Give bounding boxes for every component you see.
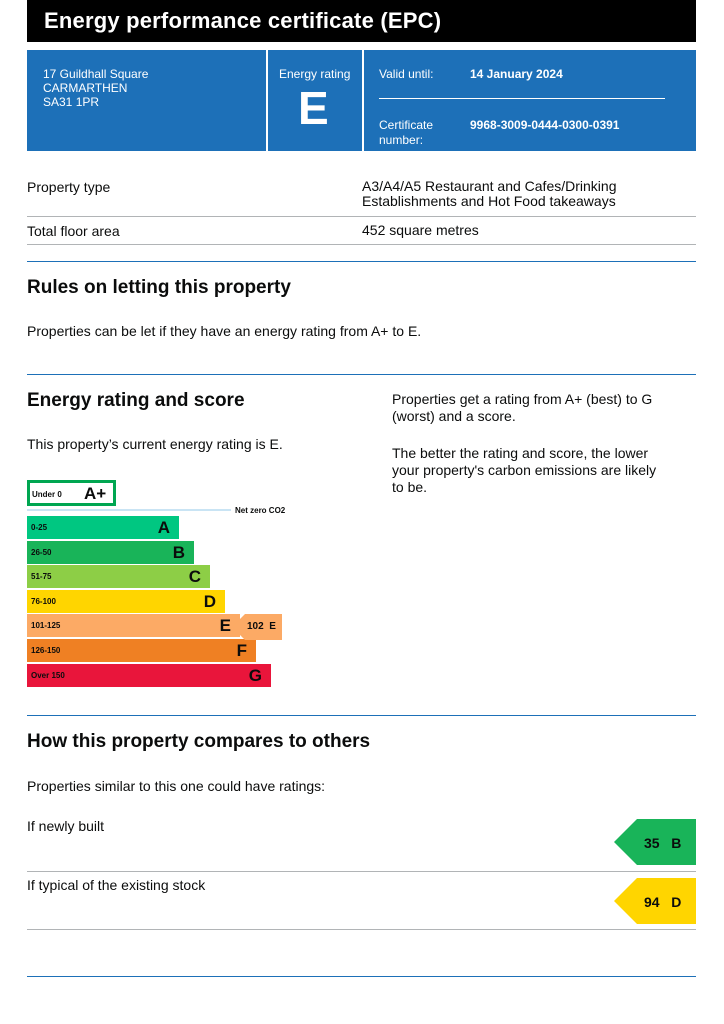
current-letter: E <box>269 621 276 632</box>
section-rule <box>27 261 696 262</box>
band-range: 76-100 <box>31 596 56 606</box>
floor-area-value: 452 square metres <box>362 222 479 238</box>
band-letter: D <box>203 591 216 611</box>
rating-band-a <box>27 516 179 539</box>
section-rule <box>27 374 696 375</box>
compare-row <box>27 818 696 872</box>
value-line: Establishments and Hot Food takeaways <box>362 193 616 209</box>
rating-band-aplus <box>27 480 116 506</box>
text-line: to be. <box>392 479 428 495</box>
band-range: Over 150 <box>31 670 65 680</box>
compare-score: 35 <box>644 835 660 851</box>
property-type-value <box>362 179 616 209</box>
band-letter: C <box>188 567 201 587</box>
band-range: Under 0 <box>32 490 62 499</box>
title-bar <box>27 0 696 42</box>
address-line: SA31 1PR <box>43 95 100 109</box>
band-letter: E <box>219 616 231 636</box>
band-range: 0-25 <box>31 523 48 532</box>
text-line: (worst) and a score. <box>392 408 516 424</box>
band-letter: G <box>248 665 262 685</box>
certificate-number-value: 9968-3009-0444-0300-0391 <box>470 118 620 132</box>
text-line: The better the rating and score, the lower <box>392 445 649 461</box>
compare-row <box>27 877 696 930</box>
section-rule <box>27 715 696 716</box>
certificate-number-label <box>379 118 433 148</box>
letting-heading: Rules on letting this property <box>27 277 291 298</box>
floor-area-label: Total floor area <box>27 223 120 239</box>
label-line: Certificate <box>379 118 434 132</box>
text-line: Properties get a rating from A+ (best) to G <box>392 391 653 407</box>
band-letter: A+ <box>84 484 107 503</box>
compare-rating-value <box>644 894 681 910</box>
current-rating-value <box>247 621 276 632</box>
property-type-label: Property type <box>27 179 111 195</box>
address <box>43 67 148 109</box>
label-line: number: <box>379 133 424 147</box>
band-range: 101-125 <box>31 621 61 631</box>
band-range: 26-50 <box>31 547 52 557</box>
floor-area-row <box>27 223 696 245</box>
rating-band-b <box>27 541 194 564</box>
current-score: 102 <box>247 621 264 632</box>
value-line: A3/A4/A5 Restaurant and Cafes/Drinking <box>362 178 617 194</box>
summary-panel <box>27 50 696 151</box>
rating-band-g <box>27 664 271 687</box>
compare-intro: Properties similar to this one could have ratings: <box>27 778 326 794</box>
letting-text: Properties can be let if they have an energy rating from A+ to E. <box>27 323 422 339</box>
energy-rating-letter: E <box>298 82 329 134</box>
property-type-row <box>27 179 696 217</box>
band-letter: F <box>236 641 247 660</box>
address-line: CARMARTHEN <box>43 81 128 95</box>
compare-label: If newly built <box>27 818 105 834</box>
band-letter: B <box>172 542 185 562</box>
compare-rating-value <box>644 835 681 851</box>
current-rating-text: This property’s current energy rating is E. <box>27 436 283 452</box>
compare-letter: B <box>671 835 682 851</box>
panel-divider <box>362 50 364 151</box>
panel-rule <box>379 98 665 99</box>
compare-score: 94 <box>644 894 660 910</box>
compare-label: If typical of the existing stock <box>27 877 206 893</box>
rating-band-e <box>27 614 240 637</box>
address-line: 17 Guildhall Square <box>43 67 149 81</box>
rating-band-c <box>27 565 210 588</box>
rating-explanation <box>392 391 652 425</box>
rating-band-f <box>27 639 256 662</box>
rating-explanation <box>392 445 656 496</box>
band-letter: A <box>157 518 170 537</box>
rating-band-d <box>27 590 225 613</box>
compare-heading: How this property compares to others <box>27 731 371 752</box>
section-rule <box>27 976 696 977</box>
valid-until-value: 14 January 2024 <box>470 67 563 81</box>
compare-letter: D <box>671 894 682 910</box>
energy-rating-label: Energy rating <box>279 67 351 81</box>
page-title: Energy performance certificate (EPC) <box>44 8 442 33</box>
band-range: 126-150 <box>31 646 61 655</box>
text-line: your property's carbon emissions are likely <box>392 462 657 478</box>
rating-heading: Energy rating and score <box>27 390 245 411</box>
panel-divider <box>266 50 268 151</box>
net-zero-label: Net zero CO2 <box>235 506 286 515</box>
band-range: 51-75 <box>31 572 52 582</box>
valid-until-label: Valid until: <box>379 67 434 81</box>
net-zero-line <box>27 509 231 511</box>
